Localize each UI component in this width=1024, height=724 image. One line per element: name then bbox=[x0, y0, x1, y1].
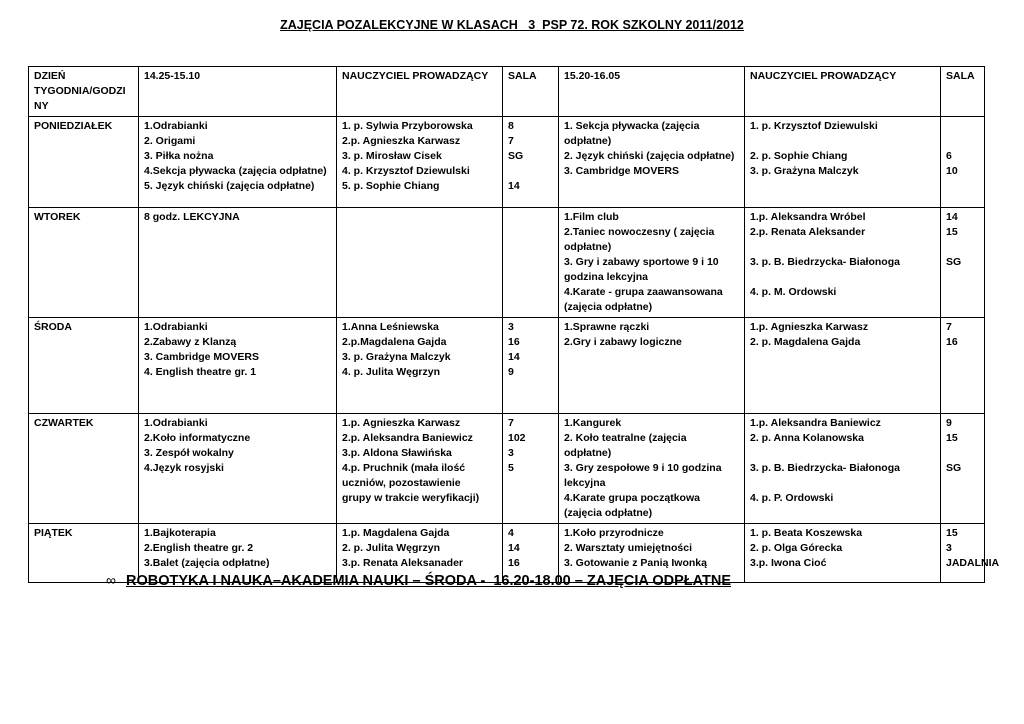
teachers-1-line: grupy w trakcie weryfikacji) bbox=[342, 492, 480, 504]
rooms-2-cell bbox=[941, 318, 985, 414]
activities-1-cell bbox=[139, 414, 337, 524]
teachers-1-line: 1. p. Sylwia Przyborowska bbox=[342, 120, 473, 132]
activities-1-line: 4. English theatre gr. 1 bbox=[144, 366, 257, 378]
header-teacher-1: NAUCZYCIEL PROWADZĄCY bbox=[337, 67, 503, 117]
schedule-row bbox=[29, 208, 985, 318]
teachers-2-line: 3. p. Grażyna Malczyk bbox=[750, 165, 859, 177]
teachers-2-line: 3. p. B. Biedrzycka- Białonoga bbox=[750, 462, 900, 474]
teachers-2-line bbox=[750, 476, 935, 491]
rooms-2-line: 16 bbox=[946, 336, 958, 348]
activities-1-line: 1.Odrabianki bbox=[144, 417, 208, 429]
teachers-1-line: 3.p. Renata Aleksanader bbox=[342, 557, 463, 569]
rooms-2-line: JADALNIA bbox=[946, 557, 1000, 569]
rooms-2-line bbox=[946, 119, 979, 134]
rooms-2-line: 10 bbox=[946, 165, 958, 177]
teachers-2-line: 1.p. Agnieszka Karwasz bbox=[750, 321, 869, 333]
activities-2-line: 1.Kangurek bbox=[564, 417, 622, 429]
activities-2-line: 3. Gry i zabawy sportowe 9 i 10 bbox=[564, 256, 719, 268]
teachers-2-line: 2. p. Anna Kolanowska bbox=[750, 432, 864, 444]
rooms-1-line bbox=[508, 164, 553, 179]
teachers-1-line: 2.p. Aleksandra Baniewicz bbox=[342, 432, 473, 444]
day-cell: WTOREK bbox=[29, 208, 139, 318]
teachers-2-line bbox=[750, 270, 935, 285]
teachers-1-line: 3.p. Aldona Sławińska bbox=[342, 447, 452, 459]
header-teacher-2: NAUCZYCIEL PROWADZĄCY bbox=[745, 67, 941, 117]
activities-2-line: 1.Sprawne rączki bbox=[564, 321, 650, 333]
activities-1-line: 3. Piłka nożna bbox=[144, 150, 214, 162]
teachers-2-line: 3.p. Iwona Cioć bbox=[750, 557, 827, 569]
rooms-2-line: 6 bbox=[946, 150, 952, 162]
rooms-1-cell bbox=[503, 117, 559, 208]
rooms-1-line: 9 bbox=[508, 366, 514, 378]
rooms-1-line: 14 bbox=[508, 180, 520, 192]
activities-2-line: 2.Gry i zabawy logiczne bbox=[564, 336, 682, 348]
activities-2-line: 2.Taniec nowoczesny ( zajęcia bbox=[564, 226, 715, 238]
teachers-2-line bbox=[750, 240, 935, 255]
activities-1-line: 5. Język chiński (zajęcia odpłatne) bbox=[144, 180, 315, 192]
day-cell: CZWARTEK bbox=[29, 414, 139, 524]
activities-2-line: godzina lekcyjna bbox=[564, 271, 649, 283]
teachers-2-line: 3. p. B. Biedrzycka- Białonoga bbox=[750, 256, 900, 268]
header-room-1: SALA bbox=[503, 67, 559, 117]
teachers-2-line bbox=[750, 446, 935, 461]
rooms-1-cell bbox=[503, 208, 559, 318]
activities-2-cell bbox=[559, 414, 745, 524]
rooms-2-line: 9 bbox=[946, 417, 952, 429]
activities-2-line: 4.Karate - grupa zaawansowana bbox=[564, 286, 723, 298]
teachers-1-line: 3. p. Mirosław Cisek bbox=[342, 150, 442, 162]
rooms-1-line: 8 bbox=[508, 120, 514, 132]
day-cell: PIĄTEK bbox=[29, 524, 139, 583]
teachers-1-line: 1.Anna Leśniewska bbox=[342, 321, 439, 333]
activities-2-line: 4.Karate grupa początkowa bbox=[564, 492, 700, 504]
activities-2-cell bbox=[559, 318, 745, 414]
activities-1-line: 1.Bajkoterapia bbox=[144, 527, 216, 539]
footer-text: ROBOTYKA I NAUKA–AKADEMIA NAUKI – ŚRODA - 16.20-18.00 – ZAJĘCIA ODPŁATNE bbox=[125, 573, 732, 589]
rooms-2-line bbox=[946, 240, 979, 255]
activities-2-line: 3. Cambridge MOVERS bbox=[564, 165, 679, 177]
activities-1-line: 2.English theatre gr. 2 bbox=[144, 542, 254, 554]
teachers-2-cell bbox=[745, 117, 941, 208]
activities-1-line: 1.Odrabianki bbox=[144, 321, 208, 333]
rooms-2-cell bbox=[941, 414, 985, 524]
teachers-1-line: 2.p. Agnieszka Karwasz bbox=[342, 135, 461, 147]
teachers-2-line: 1. p. Beata Koszewska bbox=[750, 527, 863, 539]
teachers-1-cell bbox=[337, 414, 503, 524]
activities-2-line: 2. Koło teatralne (zajęcia bbox=[564, 432, 687, 444]
day-cell: PONIEDZIAŁEK bbox=[29, 117, 139, 208]
rooms-2-cell bbox=[941, 208, 985, 318]
rooms-1-line: 5 bbox=[508, 462, 514, 474]
header-day-line: DZIEŃ bbox=[34, 70, 66, 82]
teachers-1-line: 1.p. Magdalena Gajda bbox=[342, 527, 450, 539]
activities-2-line: (zajęcia odpłatne) bbox=[564, 507, 653, 519]
rooms-1-line: 4 bbox=[508, 527, 514, 539]
rooms-1-cell bbox=[503, 414, 559, 524]
teachers-2-line: 2.p. Renata Aleksander bbox=[750, 226, 866, 238]
teachers-1-line: 4. p. Krzysztof Dziewulski bbox=[342, 165, 470, 177]
day-cell: ŚRODA bbox=[29, 318, 139, 414]
activities-2-line: 1.Koło przyrodnicze bbox=[564, 527, 664, 539]
rooms-2-line: 15 bbox=[946, 527, 958, 539]
header-day bbox=[29, 67, 139, 117]
teachers-1-line: 4.p. Pruchnik (mała ilość bbox=[342, 462, 466, 474]
rooms-2-line: 7 bbox=[946, 321, 952, 333]
teachers-2-line: 4. p. P. Ordowski bbox=[750, 492, 834, 504]
activities-2-line: odpłatne) bbox=[564, 135, 612, 147]
schedule-table bbox=[28, 66, 1000, 583]
document-title: ZAJĘCIA POZALEKCYJNE W KLASACH 3 PSP 72. ROK SZKOLNY 2011/2012 bbox=[280, 18, 744, 32]
activities-1-line: 3. Cambridge MOVERS bbox=[144, 351, 259, 363]
infinity-icon: ∞ bbox=[106, 572, 116, 588]
teachers-1-line: 3. p. Grażyna Malczyk bbox=[342, 351, 451, 363]
activities-2-line: odpłatne) bbox=[564, 241, 612, 253]
rooms-1-line: 7 bbox=[508, 417, 514, 429]
rooms-2-line bbox=[946, 134, 979, 149]
header-time-1: 14.25-15.10 bbox=[139, 67, 337, 117]
teachers-2-line: 2. p. Magdalena Gajda bbox=[750, 336, 861, 348]
rooms-2-line: 14 bbox=[946, 211, 958, 223]
activities-2-line: 3. Gotowanie z Panią Iwonką bbox=[564, 557, 707, 569]
activities-2-cell bbox=[559, 208, 745, 318]
activities-1-cell bbox=[139, 318, 337, 414]
schedule-row bbox=[29, 414, 985, 524]
activities-1-line: 4.Język rosyjski bbox=[144, 462, 224, 474]
teachers-1-line: 2.p.Magdalena Gajda bbox=[342, 336, 447, 348]
activities-1-line: 1.Odrabianki bbox=[144, 120, 208, 132]
teachers-2-line: 2. p. Sophie Chiang bbox=[750, 150, 848, 162]
rooms-1-line: 16 bbox=[508, 557, 520, 569]
activities-1-line: 3.Balet (zajęcia odpłatne) bbox=[144, 557, 270, 569]
header-room-2: SALA bbox=[941, 67, 985, 117]
teachers-2-line: 1.p. Aleksandra Baniewicz bbox=[750, 417, 881, 429]
rooms-1-line: SG bbox=[508, 150, 524, 162]
activities-2-line: 2. Język chiński (zajęcia odpłatne) bbox=[564, 150, 735, 162]
teachers-1-line: 5. p. Sophie Chiang bbox=[342, 180, 440, 192]
teachers-2-line: 1. p. Krzysztof Dziewulski bbox=[750, 120, 878, 132]
rooms-1-cell bbox=[503, 318, 559, 414]
rooms-1-line: 7 bbox=[508, 135, 514, 147]
teachers-2-cell bbox=[745, 318, 941, 414]
schedule-row bbox=[29, 318, 985, 414]
rooms-1-line: 3 bbox=[508, 447, 514, 459]
rooms-2-line: 3 bbox=[946, 542, 952, 554]
activities-1-line: 2.Zabawy z Klanzą bbox=[144, 336, 237, 348]
header-row bbox=[29, 67, 985, 117]
rooms-1-line: 3 bbox=[508, 321, 514, 333]
rooms-2-cell bbox=[941, 117, 985, 208]
rooms-2-cell bbox=[941, 524, 1000, 583]
rooms-1-line: 14 bbox=[508, 542, 520, 554]
schedule-row bbox=[29, 117, 985, 208]
activities-2-line: odpłatne) bbox=[564, 447, 612, 459]
activities-1-line: 2. Origami bbox=[144, 135, 196, 147]
header-day-line: NY bbox=[34, 100, 49, 112]
activities-2-line: 2. Warsztaty umiejętności bbox=[564, 542, 692, 554]
activities-2-line: 3. Gry zespołowe 9 i 10 godzina bbox=[564, 462, 722, 474]
footer-note bbox=[106, 572, 731, 589]
activities-1-line: 2.Koło informatyczne bbox=[144, 432, 251, 444]
activities-1-line: 8 godz. LEKCYJNA bbox=[144, 211, 240, 223]
rooms-2-line: 15 bbox=[946, 432, 958, 444]
activities-2-line: 1.Film club bbox=[564, 211, 619, 223]
teachers-1-cell bbox=[337, 208, 503, 318]
rooms-1-line: 16 bbox=[508, 336, 520, 348]
teachers-1-line: 2. p. Julita Węgrzyn bbox=[342, 542, 441, 554]
activities-1-cell bbox=[139, 117, 337, 208]
teachers-2-line: 1.p. Aleksandra Wróbel bbox=[750, 211, 866, 223]
activities-1-line: 4.Sekcja pływacka (zajęcia odpłatne) bbox=[144, 165, 327, 177]
activities-2-cell bbox=[559, 117, 745, 208]
teachers-2-line bbox=[750, 134, 935, 149]
rooms-1-line: 102 bbox=[508, 432, 526, 444]
rooms-2-line: 15 bbox=[946, 226, 958, 238]
teachers-2-line: 2. p. Olga Górecka bbox=[750, 542, 843, 554]
rooms-2-line: SG bbox=[946, 256, 962, 268]
teachers-2-cell bbox=[745, 524, 941, 583]
activities-1-cell bbox=[139, 208, 337, 318]
teachers-2-line: 4. p. M. Ordowski bbox=[750, 286, 837, 298]
teachers-2-cell bbox=[745, 208, 941, 318]
teachers-1-line: 4. p. Julita Węgrzyn bbox=[342, 366, 441, 378]
teachers-2-cell bbox=[745, 414, 941, 524]
header-time-2: 15.20-16.05 bbox=[559, 67, 745, 117]
rooms-2-line bbox=[946, 446, 979, 461]
activities-2-line: 1. Sekcja pływacka (zajęcia bbox=[564, 120, 700, 132]
rooms-1-line: 14 bbox=[508, 351, 520, 363]
teachers-1-cell bbox=[337, 117, 503, 208]
activities-2-line: (zajęcia odpłatne) bbox=[564, 301, 653, 313]
activities-2-line: lekcyjna bbox=[564, 477, 606, 489]
activities-1-line: 3. Zespół wokalny bbox=[144, 447, 234, 459]
teachers-1-line: 1.p. Agnieszka Karwasz bbox=[342, 417, 461, 429]
header-day-line: TYGODNIA/GODZI bbox=[34, 85, 126, 97]
rooms-2-line: SG bbox=[946, 462, 962, 474]
teachers-1-cell bbox=[337, 318, 503, 414]
teachers-1-line: uczniów, pozostawienie bbox=[342, 477, 461, 489]
schedule-body bbox=[29, 67, 1000, 583]
